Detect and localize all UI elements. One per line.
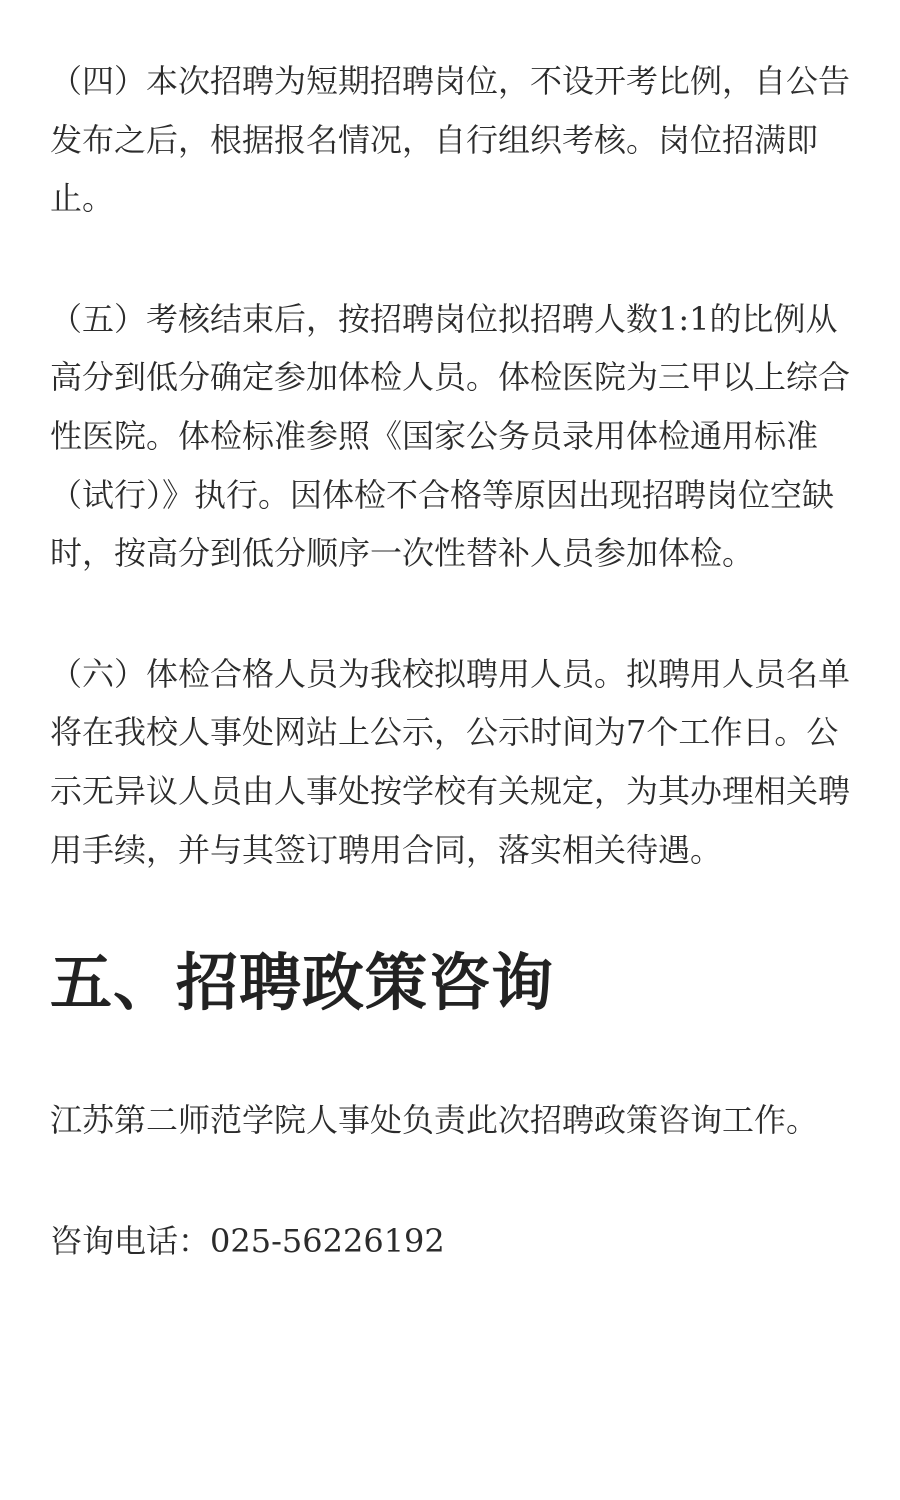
section-heading: 五、招聘政策咨询: [50, 946, 555, 1020]
article-content: [50, 52, 850, 1270]
paragraph-item-six: （六）体检合格人员为我校拟聘用人员。拟聘用人员名单将在我校人事处网站上公示，公示时间为7个工作日。公示无异议人员由人事处按学校有关规定，为其办理相关聘用手续，并与其签订聘用合同，落实相关待遇。: [50, 654, 851, 869]
consultation-paragraph: 江苏第二师范学院人事处负责此次招聘政策咨询工作。: [50, 1101, 819, 1140]
consultation-phone: 咨询电话：025-56226192: [50, 1221, 445, 1260]
paragraph-item-five: （五）考核结束后，按招聘岗位拟招聘人数1:1的比例从高分到低分确定参加体检人员。体检医院为三甲以上综合性医院。体检标准参照《国家公务员录用体检通用标准（试行）》执行。因体检不合格等原因出现招聘岗位空缺时，按高分到低分顺序一次性替补人员参加体检。: [50, 299, 851, 573]
paragraph-item-four: （四）本次招聘为短期招聘岗位，不设开考比例，自公告发布之后，根据报名情况，自行组织考核。岗位招满即止。: [50, 62, 851, 218]
